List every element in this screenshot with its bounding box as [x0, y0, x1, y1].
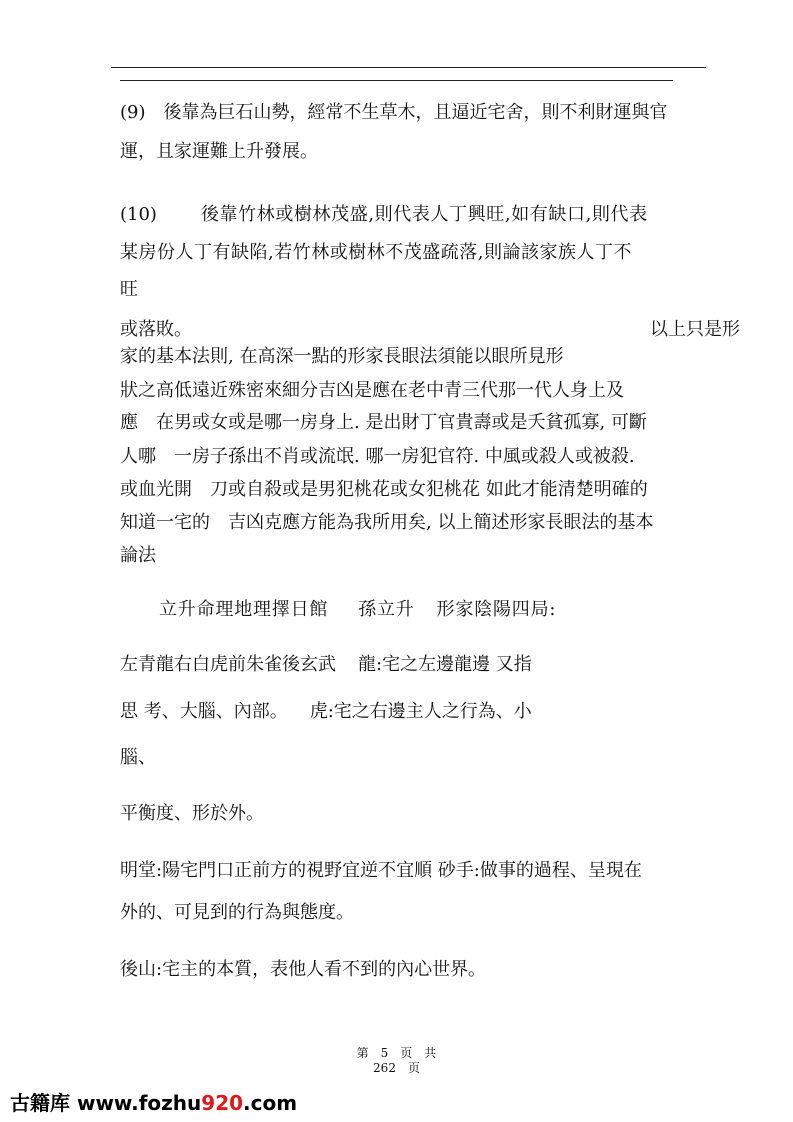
directions-line3: 腦、: [120, 747, 156, 768]
page-number: [0, 1046, 793, 1076]
heading-studio-name: 立升命理地理擇日館: [159, 599, 329, 620]
para10-line6: 狀之高低遠近殊密來細分吉凶是應在老中青三代那一代人身上及: [120, 380, 624, 401]
para10-line4a: 或落敗。: [120, 319, 192, 340]
para10-line9: 或血光開 刀或自殺或是男犯桃花或女犯桃花 如此才能清楚明確的: [120, 479, 648, 500]
directions-line4: 平衡度、形於外。: [120, 803, 264, 824]
watermark-cn: 古籍库: [10, 1091, 70, 1115]
para9-line1: (9) 後靠為巨石山勢，經常不生草木，且逼近宅舍，則不利財運與官: [120, 102, 668, 123]
directions-line2-left: 思 考、大腦、內部。: [120, 701, 288, 722]
para10-line8: 人哪 一房子孫出不肖或流氓. 哪一房犯官符. 中風或殺人或被殺.: [120, 446, 635, 467]
watermark-url-num: 920: [201, 1091, 244, 1115]
directions-line2-right: 虎:宅之右邊主人之行為、小: [309, 701, 532, 722]
page-number-line1: 第 5 页 共: [356, 1046, 437, 1060]
para10-line2: 某房份人丁有缺陷,若竹林或樹林不茂盛疏落,則論該家族人丁不: [120, 242, 632, 263]
para10-line5: 家的基本法則, 在高深一點的形家長眼法須能以眼所見形: [120, 346, 564, 367]
directions-line2: [120, 700, 532, 724]
heading-author: 孫立升: [358, 599, 415, 620]
para10-line1: [120, 203, 648, 227]
para10-line10: 知道一宅的 吉凶克應方能為我所用矣, 以上簡述形家長眼法的基本: [120, 512, 654, 533]
site-watermark: [10, 1090, 297, 1116]
directions-line1: [120, 653, 532, 677]
para9-line2: 運，且家運難上升發展。: [120, 141, 318, 162]
directions-line6: 外的、可見到的行為與態度。: [120, 902, 354, 923]
directions-line1-left: 左青龍右白虎前朱雀後玄武: [120, 654, 336, 675]
directions-line7: 後山:宅主的本質，表他人看不到的內心世界。: [120, 959, 487, 980]
para10-line1-text: 後靠竹林或樹林茂盛,則代表人丁興旺,如有缺口,則代表: [200, 204, 648, 225]
header-rule-top: [111, 67, 706, 68]
directions-line5: 明堂:陽宅門口正前方的視野宜逆不宜順 砂手:做事的過程、呈現在: [120, 860, 642, 881]
para10-line7: 應 在男或女或是哪一房身上. 是出財丁官貴壽或是夭貧孤寡, 可斷: [120, 412, 647, 433]
page-number-line2: 262 页: [373, 1061, 420, 1075]
watermark-url-b: .com: [243, 1091, 298, 1115]
watermark-url-a: www.fozhu: [76, 1091, 202, 1115]
header-rule-bottom: [120, 80, 673, 81]
para10-line11: 論法: [120, 545, 156, 566]
directions-line1-right: 龍:宅之左邊龍邊 又指: [358, 654, 532, 675]
para10-line4b: 以上只是形: [650, 319, 740, 340]
heading-topic: 形家陰陽四局:: [436, 599, 557, 620]
para10-number: (10): [120, 204, 157, 225]
para10-line3: 旺: [120, 279, 138, 300]
section-heading: [159, 598, 556, 622]
